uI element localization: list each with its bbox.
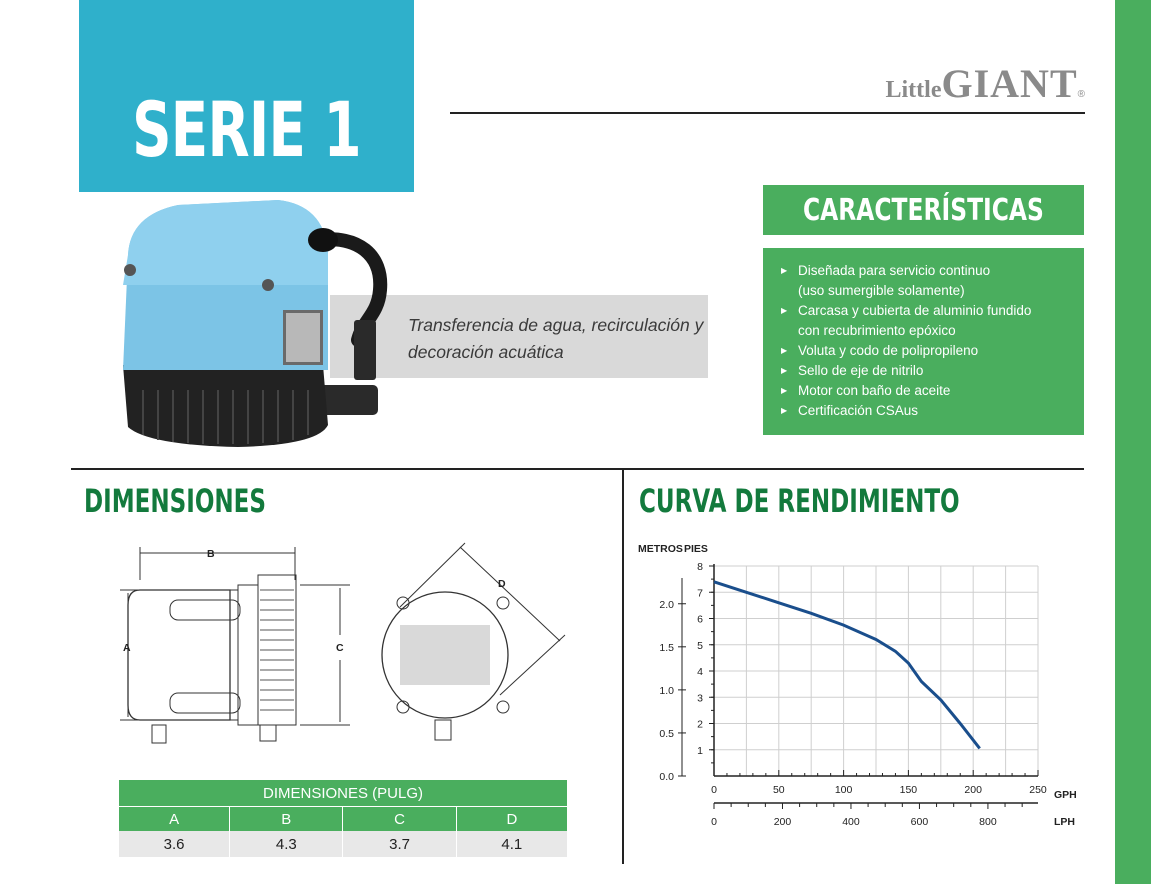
column-divider	[622, 468, 624, 864]
y-feet-tick-label: 8	[697, 561, 703, 573]
table-header-cell: B	[230, 807, 343, 832]
bullet-icon: ▶	[781, 346, 788, 355]
y-meter-tick-label: 2.0	[659, 598, 674, 611]
bullet-icon: ▶	[781, 266, 788, 275]
list-item: ▶ Carcasa y cubierta de aluminio fundido	[779, 301, 1074, 321]
y-feet-tick-label: 5	[697, 639, 703, 652]
brand-little: Little	[885, 77, 942, 103]
section-divider	[71, 468, 1084, 470]
header-divider	[450, 112, 1085, 114]
y-meter-tick-label: 1.5	[659, 641, 674, 654]
y-feet-tick-label: 7	[697, 587, 703, 600]
axis-label-feet: PIES	[684, 543, 708, 555]
x2-tick-label: 200	[773, 816, 792, 828]
y-meter-tick-label: 0.5	[659, 727, 674, 740]
table-header-cell: A	[119, 807, 230, 832]
y-feet-tick-label: 4	[697, 666, 703, 678]
table-cell: 4.3	[230, 831, 343, 857]
curve-title: CURVA DE RENDIMIENTO	[639, 482, 960, 520]
characteristics-header	[763, 185, 1084, 235]
list-item: ▶ Diseñada para servicio continuo	[779, 261, 1074, 281]
characteristics-box	[763, 248, 1084, 435]
list-item: ▶ Sello de eje de nitrilo	[779, 361, 1074, 381]
list-item: ▶ Certificación CSAus	[779, 401, 1074, 421]
performance-chart	[630, 538, 1090, 838]
axis-unit-gph: GPH	[1054, 789, 1077, 801]
table-header-cell: D	[456, 807, 567, 832]
list-item: ▶ Voluta y codo de polipropileno	[779, 341, 1074, 361]
x2-tick-label: 600	[910, 816, 929, 828]
x2-tick-label: 0	[711, 816, 717, 828]
y-feet-tick-label: 1	[697, 744, 703, 757]
x-tick-label: 150	[899, 784, 918, 796]
dim-label-c: C	[336, 642, 344, 654]
characteristics-title: CARACTERÍSTICAS	[803, 192, 1044, 228]
list-item: ▶ Motor con baño de aceite	[779, 381, 1074, 401]
characteristics-list	[763, 248, 1084, 421]
bullet-icon: ▶	[781, 306, 788, 315]
table-cell: 3.6	[119, 831, 230, 857]
dim-label-b: B	[207, 548, 215, 560]
x-tick-label: 100	[834, 784, 853, 796]
axis-unit-lph: LPH	[1054, 816, 1075, 828]
table-header-cell: C	[343, 807, 456, 832]
chart-ticks	[659, 561, 1047, 828]
y-meter-tick-label: 1.0	[659, 684, 674, 697]
y-feet-tick-label: 6	[697, 613, 703, 626]
y-meter-tick-label: 0.0	[659, 771, 674, 783]
brand-giant: GIANT	[941, 61, 1078, 106]
list-item: (uso sumergible solamente)	[798, 283, 965, 298]
series-title: SERIE 1	[132, 85, 361, 174]
table-cell: 4.1	[456, 831, 567, 857]
x-tick-label: 0	[711, 784, 717, 796]
y-feet-tick-label: 2	[697, 718, 703, 731]
dim-label-d: D	[498, 578, 506, 590]
list-item: con recubrimiento epóxico	[798, 323, 956, 338]
table-title: DIMENSIONES (PULG)	[119, 780, 567, 807]
chart-axes	[682, 564, 1038, 803]
application-text: Transferencia de agua, recirculación y decoración acuática	[408, 315, 704, 362]
axis-label-meters: METROS	[638, 543, 683, 555]
brand-registered: ®	[1077, 89, 1085, 100]
y-feet-tick-label: 3	[697, 692, 703, 705]
table-cell: 3.7	[343, 831, 456, 857]
bullet-icon: ▶	[781, 366, 788, 375]
bullet-icon: ▶	[781, 406, 788, 415]
x-tick-label: 200	[964, 784, 982, 796]
dim-label-a: A	[123, 642, 131, 654]
brand-logo	[850, 60, 1085, 107]
pump-image	[118, 195, 400, 460]
x2-tick-label: 800	[979, 816, 997, 828]
x2-tick-label: 400	[842, 816, 860, 828]
x-tick-label: 250	[1029, 784, 1047, 796]
dimensions-table	[119, 780, 567, 857]
x-tick-label: 50	[772, 784, 785, 796]
bullet-icon: ▶	[781, 386, 788, 395]
dimension-drawing	[110, 535, 580, 755]
side-accent-strip	[1115, 0, 1151, 884]
dimensions-title: DIMENSIONES	[84, 482, 267, 520]
